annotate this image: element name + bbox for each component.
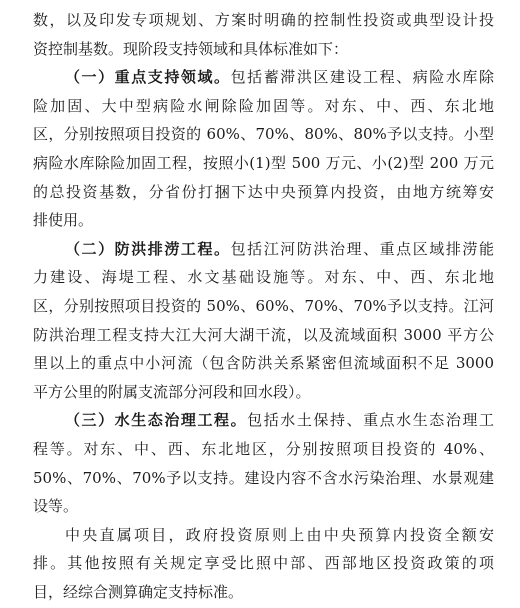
text-line — [65, 404, 494, 436]
line-text: 目，经综合测算确定支持标准。 — [33, 583, 244, 601]
text-line — [33, 118, 494, 150]
line-text: 区，分别按照项目投资的 60%、70%、80%、80%予以支持。小型 — [33, 125, 494, 144]
text-line — [33, 261, 494, 293]
line-text: 的总投资基数，分省份打捆下达中央预算内投资，由地方统筹安 — [33, 182, 494, 201]
text-line — [33, 204, 494, 236]
line-text: 数，以及印发专项规划、方案时明确的控制性投资或典型设计投 — [33, 11, 494, 29]
text-line — [33, 433, 494, 465]
text-line — [33, 490, 494, 522]
text-line — [33, 147, 494, 179]
text-line — [65, 233, 494, 265]
text-line — [33, 176, 494, 208]
line-text: 包括水土保持、重点水生态治理工 — [247, 411, 494, 430]
text-line — [33, 376, 494, 408]
line-text: 50%、70%、70%予以支持。建设内容不含水污染治理、水景观建 — [33, 468, 494, 487]
text-line — [33, 547, 494, 579]
line-text: 平方公里的附属支流部分河段和回水段）。 — [33, 382, 311, 401]
section-heading: （三）水生态治理工程。 — [65, 411, 248, 430]
text-line — [33, 347, 494, 379]
line-text: 包括江河防洪治理、重点区域排涝能 — [230, 239, 494, 258]
section-heading: （一）重点支持领域。 — [65, 68, 231, 87]
line-text: 力建设、海堤工程、水文基础设施等。对东、中、西、东北地 — [33, 268, 494, 287]
section-heading: （二）防洪排涝工程。 — [65, 239, 231, 258]
text-line — [33, 576, 494, 608]
line-text: 设等。 — [33, 497, 79, 516]
line-text: 险加固、大中型病险水闸除险加固等。对东、中、西、东北地 — [33, 96, 494, 115]
text-line — [33, 33, 494, 65]
line-text: 包括蓄滞洪区建设工程、病险水库除 — [230, 68, 494, 87]
line-text: 防洪治理工程支持大江大河大湖干流，以及流域面积 3000 平方公 — [33, 325, 494, 344]
line-text: 排。其他按照有关规定享受比照中部、西部地区投资政策的项 — [33, 554, 494, 573]
text-line — [33, 462, 494, 494]
text-line — [33, 4, 494, 36]
text-line — [33, 90, 494, 122]
text-line — [33, 319, 494, 351]
line-text: 程等。对东、中、西、东北地区，分别按照项目投资的 40%、 — [33, 440, 494, 458]
text-line — [33, 290, 494, 322]
line-text: 资控制基数。现阶段支持领域和具体标准如下： — [33, 39, 349, 58]
line-text: 里以上的重点中小河流（包含防洪关系紧密但流域面积不足 3000 — [33, 354, 494, 373]
text-line — [65, 519, 494, 551]
line-text: 中央直属项目，政府投资原则上由中央预算内投资全额安 — [65, 525, 494, 544]
line-text: 病险水库除险加固工程，按照小(1)型 500 万元、小(2)型 200 万元 — [33, 154, 494, 172]
text-line — [65, 61, 494, 93]
line-text: 区，分别按照项目投资的 50%、60%、70%、70%予以支持。江河 — [33, 297, 494, 315]
line-text: 排使用。 — [33, 211, 94, 230]
